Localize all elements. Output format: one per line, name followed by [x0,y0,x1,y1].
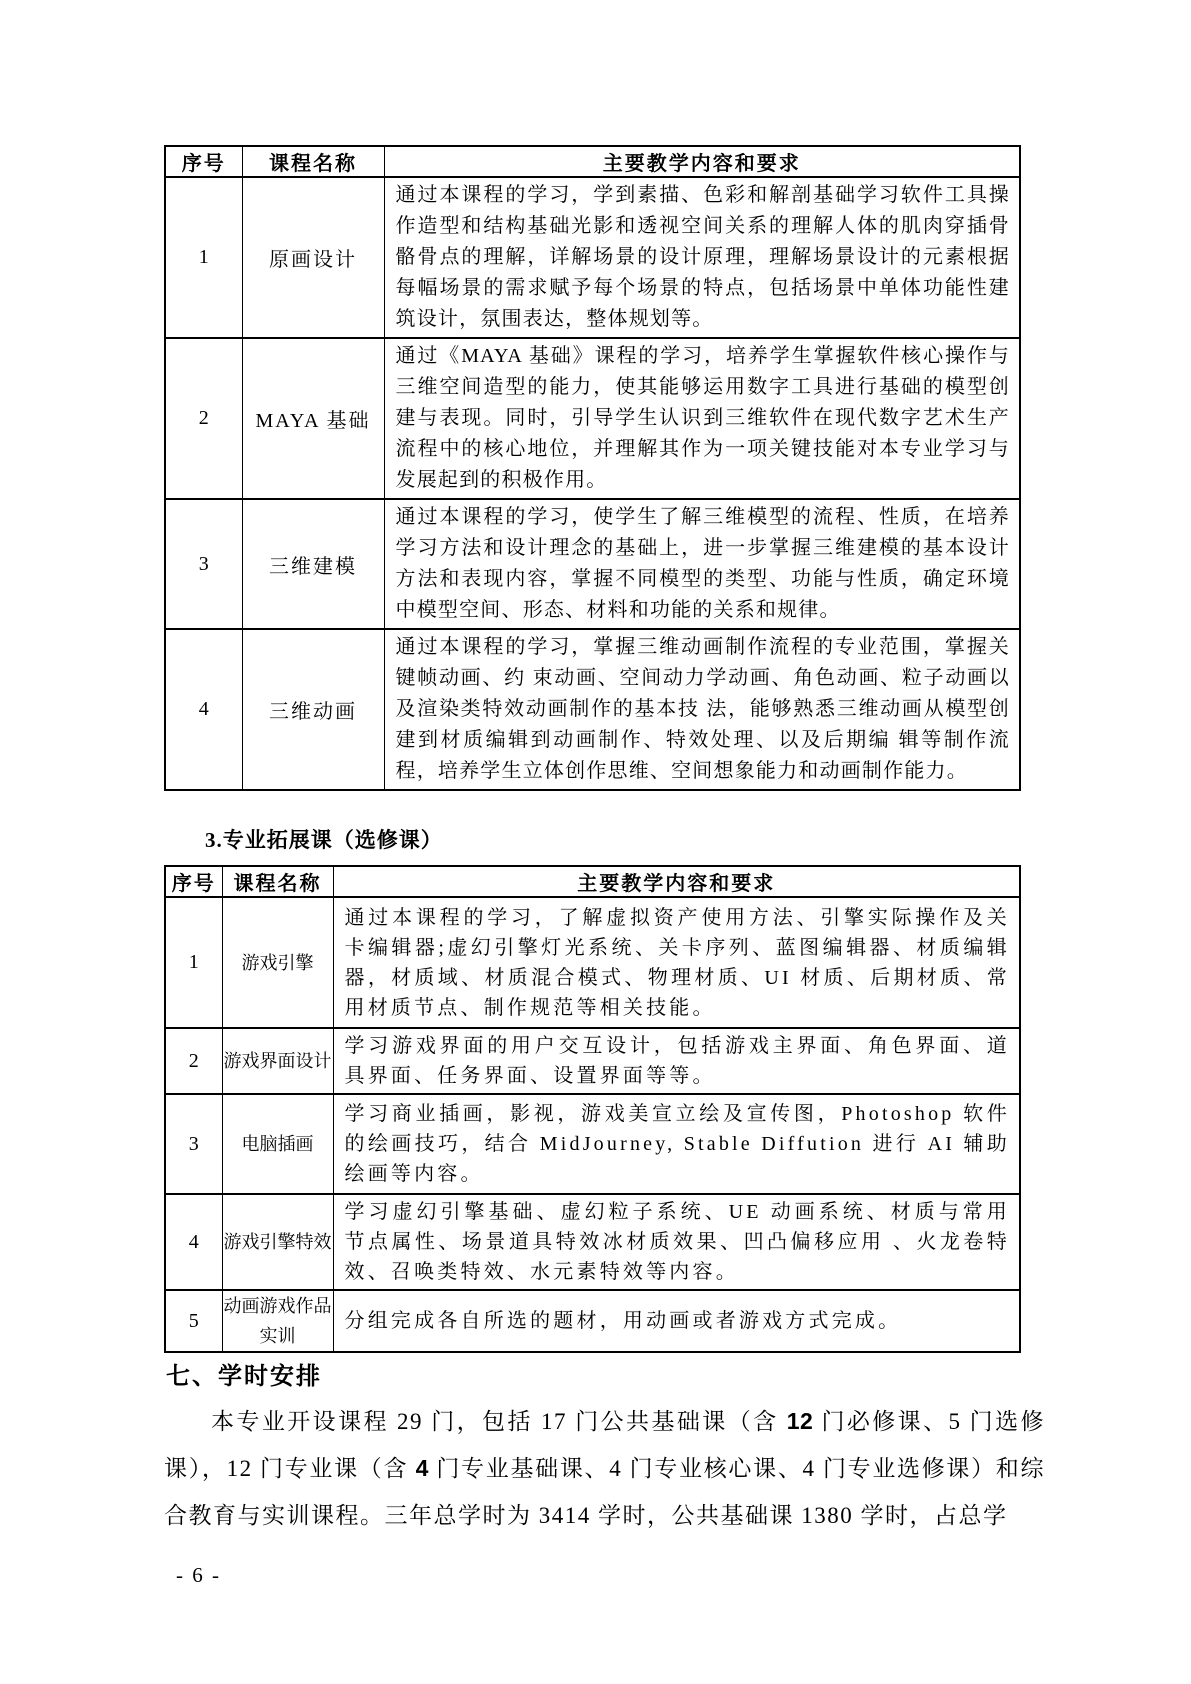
course-name: 电脑插画 [222,1094,333,1194]
row-no: 3 [165,499,242,629]
course-content: 通过本课程的学习，掌握三维动画制作流程的专业范围，掌握关键帧动画、约 束动画、空间动力学动画、角色动画、粒子动画以及渲染类特效动画制作的基本技 法，能够熟悉三维动画从模型创建到材质编辑到动画制作、特效处理、以及后期编 辑等制作流程，培养学生立体创作思维、空间想象能力和动画制作能力。 [384,629,1020,790]
course-content: 学习商业插画，影视，游戏美宣立绘及宣传图，Photoshop 软件的绘画技巧，结合 MidJourney, Stable Diffution 进行 AI 辅助绘画等内容。 [333,1094,1020,1194]
table-header-row [165,146,1020,177]
bold-number: 12 [786,1408,814,1434]
table-row [165,1194,1020,1290]
bold-number: 4 [415,1455,429,1481]
course-name: 游戏引擎特效 [222,1194,333,1290]
row-no: 3 [165,1094,222,1194]
course-content: 通过本课程的学习，了解虚拟资产使用方法、引擎实际操作及关卡编辑器;虚幻引擎灯光系统、关卡序列、蓝图编辑器、材质编辑器，材质域、材质混合模式、物理材质、UI 材质、后期材质、常用材质节点、制作规范等相关技能。 [333,897,1020,1028]
header-content: 主要教学内容和要求 [333,866,1020,897]
paragraph-text: 本专业开设课程 29 门，包括 17 门公共基础课（含 [211,1409,787,1434]
row-no: 2 [165,1028,222,1094]
hours-paragraph [164,1398,1045,1539]
course-name: 游戏引擎 [222,897,333,1028]
course-content: 通过本课程的学习，学到素描、色彩和解剖基础学习软件工具操作造型和结构基础光影和透视空间关系的理解人体的肌肉穿插骨骼骨点的理解，详解场景的设计原理，理解场景设计的元素根据每幅场景的需求赋予每个场景的特点，包括场景中单体功能性建筑设计，氛围表达，整体规划等。 [384,177,1020,338]
paragraph-text: 门必修课、5 门选修课），12 门专业课（含 [164,1409,1046,1481]
row-no: 5 [165,1290,222,1352]
section-title-hours-arrangement: 七、学时安排 [166,1364,322,1390]
row-no: 2 [165,338,242,499]
row-no: 1 [165,177,242,338]
subsection-title-electives: 3.专业拓展课（选修课） [205,828,443,852]
table-row [165,1094,1020,1194]
table-row [165,338,1020,499]
page-number: - 6 - [176,1563,221,1587]
elective-courses-table [164,865,1021,1353]
course-content: 学习游戏界面的用户交互设计，包括游戏主界面、角色界面、道具界面、任务界面、设置界面等等。 [333,1028,1020,1094]
table-row [165,499,1020,629]
row-no: 4 [165,629,242,790]
table-row [165,177,1020,338]
header-content: 主要教学内容和要求 [384,146,1020,177]
header-course-name: 课程名称 [222,866,333,897]
course-content: 通过本课程的学习，使学生了解三维模型的流程、性质，在培养学习方法和设计理念的基础上，进一步掌握三维建模的基本设计方法和表现内容，掌握不同模型的类型、功能与性质，确定环境中模型空间、形态、材料和功能的关系和规律。 [384,499,1020,629]
core-courses-table [164,145,1021,791]
table-row [165,629,1020,790]
table-row [165,1028,1020,1094]
table-row [165,1290,1020,1352]
paragraph-text: 门专业基础课、4 门专业核心课、4 门专业选修课）和综合教育与实训课程。三年总学时为 3414 学时，公共基础课 1380 学时，占总学 [164,1456,1046,1528]
course-name: 三维建模 [242,499,384,629]
course-name: 原画设计 [242,177,384,338]
course-content: 分组完成各自所选的题材，用动画或者游戏方式完成。 [333,1290,1020,1352]
header-no: 序号 [165,146,242,177]
table-row [165,897,1020,1028]
course-name: 游戏界面设计 [222,1028,333,1094]
header-course-name: 课程名称 [242,146,384,177]
row-no: 4 [165,1194,222,1290]
course-content: 学习虚幻引擎基础、虚幻粒子系统、UE 动画系统、材质与常用节点属性、场景道具特效冰材质效果、凹凸偏移应用 、火龙卷特效、召唤类特效、水元素特效等内容。 [333,1194,1020,1290]
course-name: 动画游戏作品实训 [222,1290,333,1352]
header-no: 序号 [165,866,222,897]
row-no: 1 [165,897,222,1028]
table-header-row [165,866,1020,897]
course-name: 三维动画 [242,629,384,790]
course-name: MAYA 基础 [242,338,384,499]
course-content: 通过《MAYA 基础》课程的学习，培养学生掌握软件核心操作与三维空间造型的能力，使其能够运用数字工具进行基础的模型创建与表现。同时，引导学生认识到三维软件在现代数字艺术生产流程中的核心地位，并理解其作为一项关键技能对本专业学习与发展起到的积极作用。 [384,338,1020,499]
